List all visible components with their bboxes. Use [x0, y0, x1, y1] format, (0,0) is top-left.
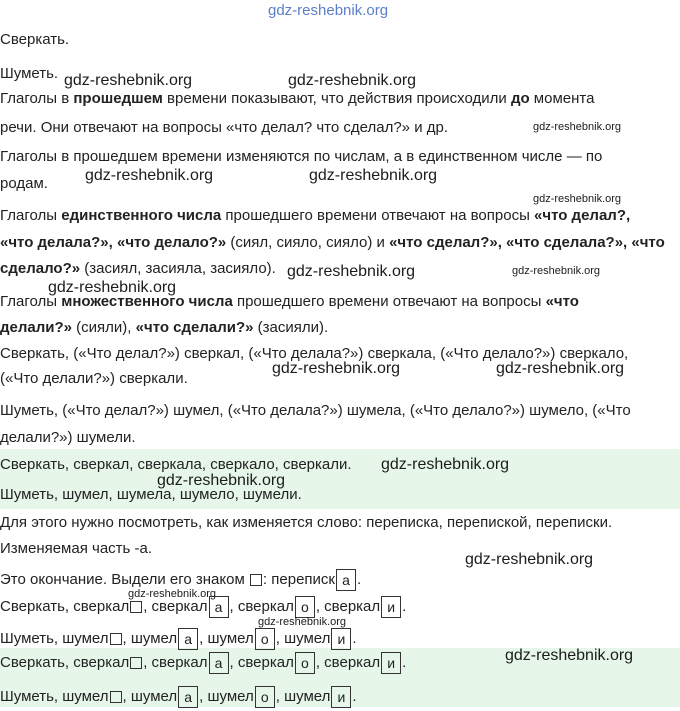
- watermark: gdz-reshebnik.org: [496, 360, 625, 377]
- watermark: gdz-reshebnik.org: [533, 193, 622, 205]
- header-watermark: gdz-reshebnik.org: [268, 2, 389, 19]
- ending-box: а: [178, 686, 198, 708]
- watermark: gdz-reshebnik.org: [272, 360, 401, 377]
- text-line: Шуметь, шумел, шумела, шумело, шумели.: [0, 486, 302, 503]
- text-line: «что делала?», «что делало?» (сиял, сияло, сияло) и «что сделал?», «что сделала?», «что: [0, 234, 665, 251]
- text-line: сделало?» (засиял, засияла, засияло).: [0, 260, 276, 277]
- text-line: Шуметь.: [0, 65, 59, 82]
- watermark: gdz-reshebnik.org: [505, 647, 634, 664]
- ending-box: о: [295, 652, 315, 674]
- text-line: Сверкать.: [0, 31, 70, 48]
- empty-ending-icon: [110, 691, 122, 703]
- text-line: Глаголы множественного числа прошедшего времени отвечают на вопросы «что: [0, 293, 579, 310]
- text-line: Для этого нужно посмотреть, как изменяется слово: переписка, перепиской, переписки.: [0, 514, 613, 531]
- watermark: gdz-reshebnik.org: [287, 263, 416, 280]
- text-line: Сверкать, сверкал , сверкал а , сверкал о , сверкал и .: [0, 593, 676, 621]
- watermark: gdz-reshebnik.org: [48, 279, 177, 296]
- watermark: gdz-reshebnik.org: [288, 72, 417, 89]
- watermark: gdz-reshebnik.org: [381, 456, 510, 473]
- watermark: gdz-reshebnik.org: [128, 588, 217, 600]
- text-line: Глаголы в прошедшем времени изменяются по числам, а в единственном числе — по: [0, 148, 603, 165]
- ending-box: и: [381, 652, 401, 674]
- watermark: gdz-reshebnik.org: [258, 616, 347, 628]
- text-line: родам.: [0, 175, 48, 192]
- ending-mark-icon: [250, 574, 262, 586]
- text-line: Сверкать, («Что делал?») сверкал, («Что делала?») сверкала, («Что делало?») сверкало,: [0, 345, 629, 362]
- ending-box: о: [295, 596, 315, 618]
- ending-box: и: [381, 596, 401, 618]
- text-line: Глаголы в прошедшем времени показывают, что действия происходили до момента: [0, 90, 595, 107]
- watermark: gdz-reshebnik.org: [533, 121, 622, 133]
- text-line: Сверкать, сверкал , сверкал а , сверкал о , сверкал и .: [0, 649, 676, 677]
- text-line: Глаголы единственного числа прошедшего времени отвечают на вопросы «что делал?,: [0, 207, 631, 224]
- empty-ending-icon: [130, 657, 142, 669]
- text-line: речи. Они отвечают на вопросы «что делал? что сделал?» и др.: [0, 119, 449, 136]
- ending-box: о: [255, 686, 275, 708]
- text-line: Это окончание. Выдели его знаком : переписк а .: [0, 566, 676, 594]
- watermark: gdz-reshebnik.org: [309, 167, 438, 184]
- text-line: делали?» (сияли), «что сделали?» (засияли).: [0, 319, 329, 336]
- empty-ending-icon: [110, 633, 122, 645]
- watermark: gdz-reshebnik.org: [64, 72, 193, 89]
- ending-box: а: [336, 569, 356, 591]
- watermark: gdz-reshebnik.org: [85, 167, 214, 184]
- ending-box: а: [209, 596, 229, 618]
- text-line: Шуметь, шумел , шумел а , шумел о , шумел и .: [0, 625, 676, 653]
- text-line: («Что делали?») сверкали.: [0, 370, 188, 387]
- text-line: Шуметь, («Что делал?») шумел, («Что делала?») шумела, («Что делало?») шумело, («Что: [0, 402, 631, 419]
- ending-box: и: [331, 686, 351, 708]
- text-line: делали?») шумели.: [0, 429, 136, 446]
- watermark: gdz-reshebnik.org: [157, 472, 286, 489]
- text-line: Сверкать, сверкал, сверкала, сверкало, сверкали.: [0, 456, 352, 473]
- ending-box: а: [209, 652, 229, 674]
- ending-box: а: [178, 628, 198, 650]
- ending-box: о: [255, 628, 275, 650]
- ending-box: и: [331, 628, 351, 650]
- text-line: Изменяемая часть -а.: [0, 540, 153, 557]
- watermark: gdz-reshebnik.org: [465, 551, 594, 568]
- text-line: Шуметь, шумел , шумел а , шумел о , шумел и .: [0, 683, 676, 711]
- watermark: gdz-reshebnik.org: [512, 265, 601, 277]
